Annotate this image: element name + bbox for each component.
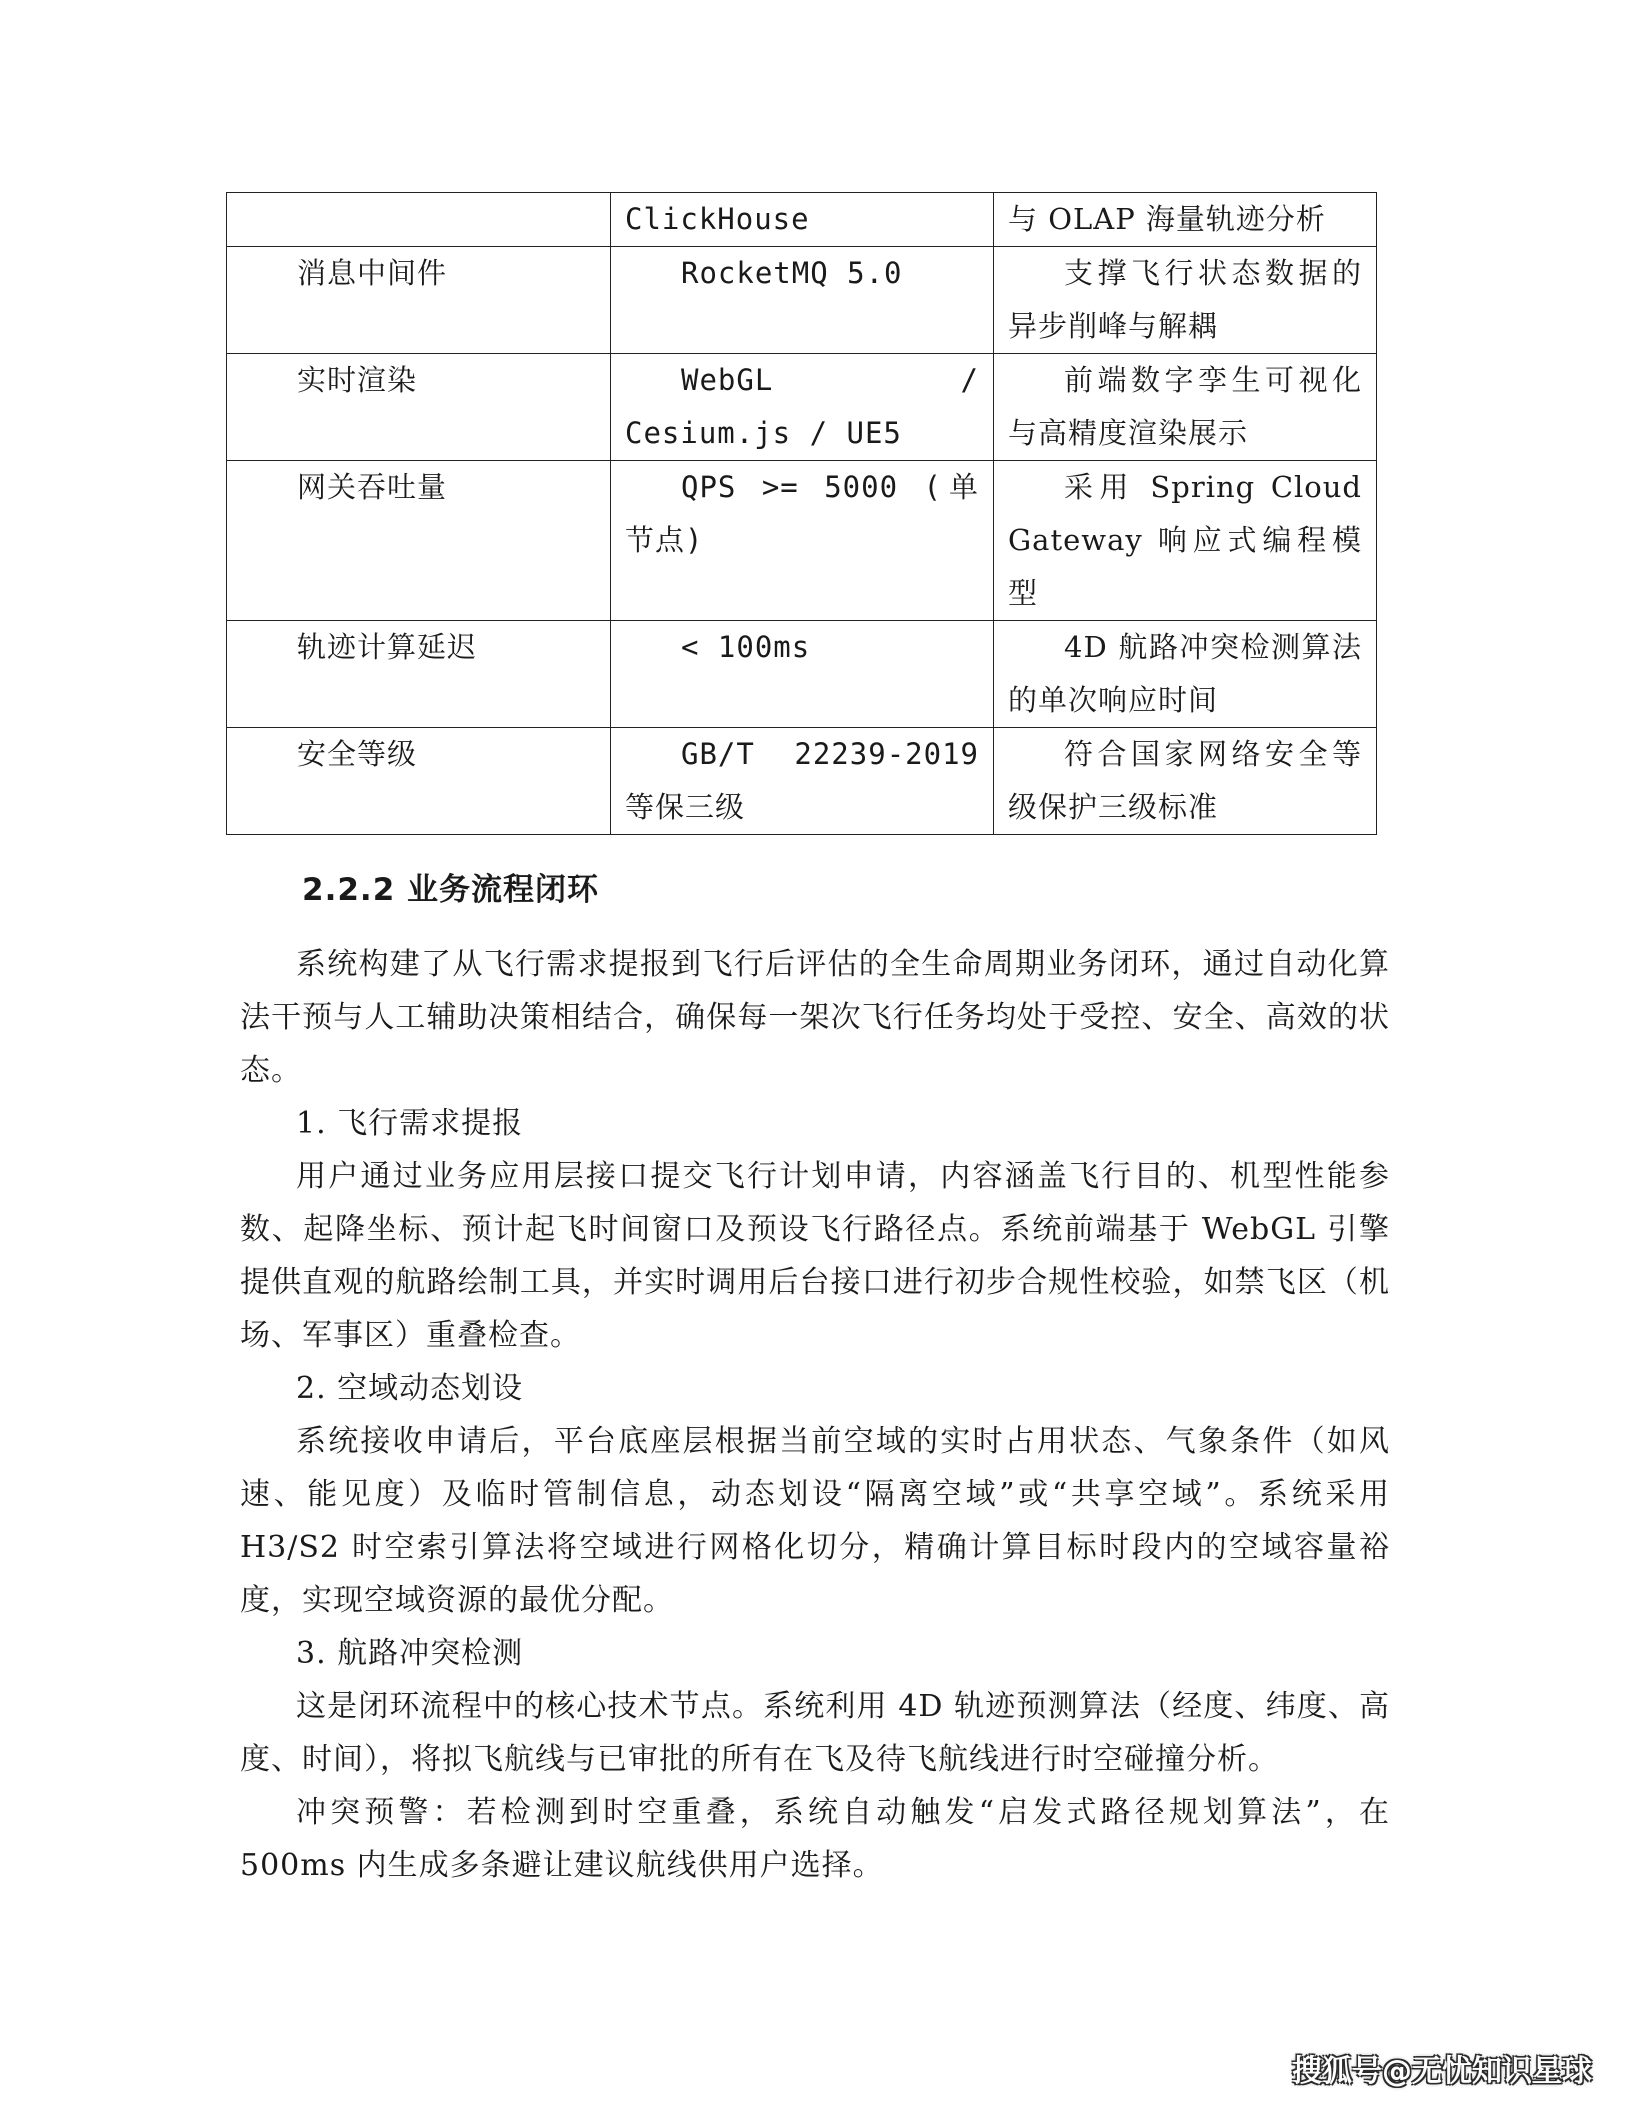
table-cell-tech: RocketMQ 5.0 (611, 247, 994, 354)
body-text (240, 938, 1390, 1892)
list-item-heading: 1. 飞行需求提报 (296, 1106, 524, 1141)
table-cell-tech: < 100ms (611, 621, 994, 728)
table-cell-item: 实时渲染 (227, 354, 611, 461)
table-row (227, 728, 1377, 835)
table-row (227, 461, 1377, 621)
table-cell-desc: 前端数字孪生可视化与高精度渲染展示 (994, 354, 1377, 461)
list-item-heading: 2. 空域动态划设 (296, 1371, 524, 1406)
paragraph-intro: 系统构建了从飞行需求提报到飞行后评估的全生命周期业务闭环，通过自动化算法干预与人工辅助决策相结合，确保每一架次飞行任务均处于受控、安全、高效的状态。 (240, 947, 1390, 1088)
paragraph: 用户通过业务应用层接口提交飞行计划申请，内容涵盖飞行目的、机型性能参数、起降坐标、预计起飞时间窗口及预设飞行路径点。系统前端基于 WebGL 引擎提供直观的航路绘制工具，并实时调用后台接口进行初步合规性校验，如禁飞区（机场、军事区）重叠检查。 (240, 1159, 1390, 1353)
section-heading: 2.2.2 业务流程闭环 (302, 872, 600, 908)
paragraph: 冲突预警：若检测到时空重叠，系统自动触发“启发式路径规划算法”，在 500ms 内生成多条避让建议航线供用户选择。 (240, 1795, 1390, 1883)
table-cell-desc: 支撑飞行状态数据的异步削峰与解耦 (994, 247, 1377, 354)
table-row (227, 621, 1377, 728)
paragraph: 这是闭环流程中的核心技术节点。系统利用 4D 轨迹预测算法（经度、纬度、高度、时间），将拟飞航线与已审批的所有在飞及待飞航线进行时空碰撞分析。 (240, 1689, 1390, 1777)
table-cell-item (227, 193, 611, 247)
table-cell-tech: WebGL / Cesium.js / UE5 (611, 354, 994, 461)
paragraph: 系统接收申请后，平台底座层根据当前空域的实时占用状态、气象条件（如风速、能见度）及临时管制信息，动态划设“隔离空域”或“共享空域”。系统采用 H3/S2 时空索引算法将空域进行网格化切分，精确计算目标时段内的空域容量裕度，实现空域资源的最优分配。 (240, 1424, 1390, 1618)
table-cell-tech: ClickHouse (611, 193, 994, 247)
table-cell-item: 网关吞吐量 (227, 461, 611, 621)
table-row (227, 247, 1377, 354)
table-cell-item: 安全等级 (227, 728, 611, 835)
table-cell-tech: QPS >= 5000 (单节点) (611, 461, 994, 621)
table-cell-desc: 符合国家网络安全等级保护三级标准 (994, 728, 1377, 835)
table-row (227, 354, 1377, 461)
watermark: 搜狐号@无忧知识星球 (1292, 2054, 1592, 2089)
table-cell-item: 消息中间件 (227, 247, 611, 354)
spec-table (226, 192, 1377, 835)
table-cell-desc: 采用 Spring Cloud Gateway 响应式编程模型 (994, 461, 1377, 621)
table-cell-item: 轨迹计算延迟 (227, 621, 611, 728)
list-item-heading: 3. 航路冲突检测 (296, 1636, 524, 1671)
table-cell-desc: 与 OLAP 海量轨迹分析 (994, 193, 1377, 247)
table-cell-desc: 4D 航路冲突检测算法的单次响应时间 (994, 621, 1377, 728)
table-row (227, 193, 1377, 247)
table-cell-tech: GB/T 22239-2019 等保三级 (611, 728, 994, 835)
